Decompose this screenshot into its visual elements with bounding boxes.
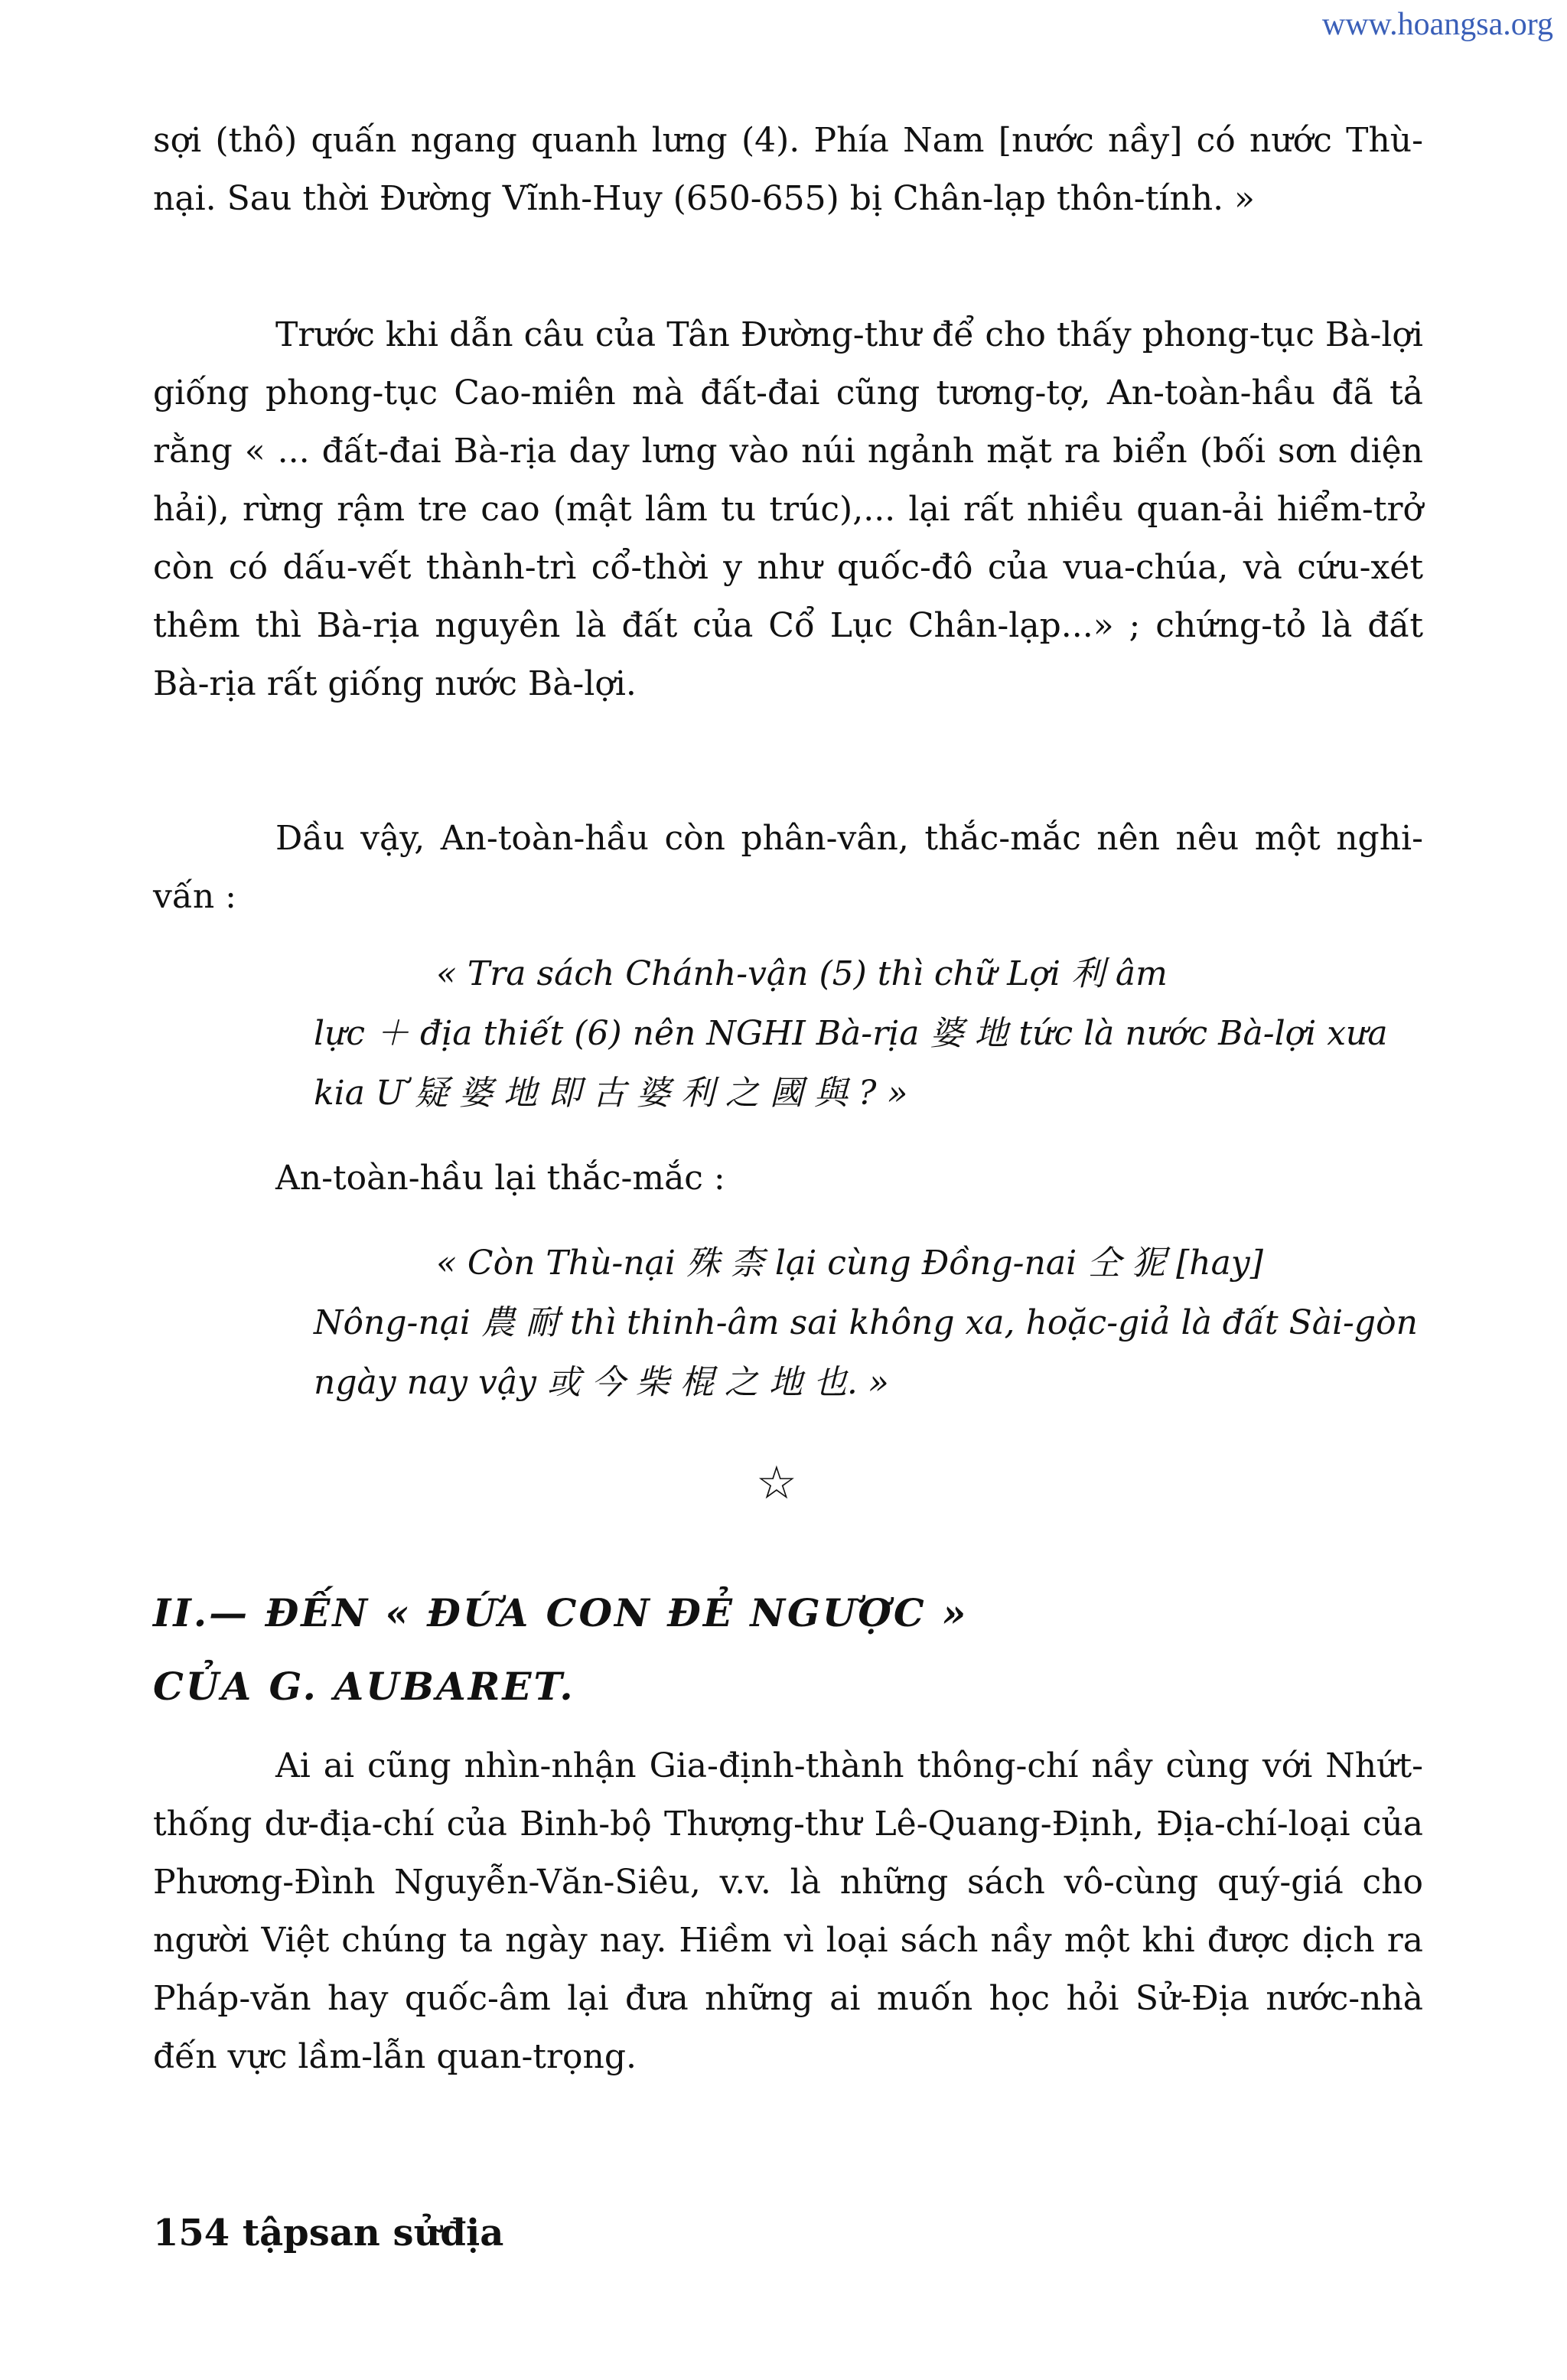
source-url[interactable]: www.hoangsa.org — [1321, 7, 1553, 42]
section-heading-line-1: II.— ĐẾN « ĐỨA CON ĐẺ NGƯỢC » — [153, 1590, 969, 1635]
paragraph-3: Dầu vậy, An-toàn-hầu còn phân-vân, thắc-mắc nên nêu một nghi-vấn : — [153, 819, 1423, 916]
paragraph-4: Ai ai cũng nhìn-nhận Gia-định-thành thông-chí nầy cùng với Nhứt-thống dư-địa-chí của Binh-bộ Thượng-thư Lê-Quang-Định, Địa-chí-loại của Phương-Đình Nguyễn-Văn-Siêu, v.v. là những sách vô-cùng quý-giá cho người Việt chúng ta ngày nay. Hiềm vì loại sách nầy một khi được dịch ra Pháp-văn hay quốc-âm lại đưa những ai muốn học hỏi Sử-Địa nước-nhà đến vực lầm-lẫn quan-trọng. — [153, 1746, 1423, 2076]
paragraph-2: Trước khi dẫn câu của Tân Đường-thư để cho thấy phong-tục Bà-lợi giống phong-tục Cao-miên mà đất-đai cũng tương-tợ, An-toàn-hầu đã tả rằng « ... đất-đai Bà-rịa day lưng vào núi ngảnh mặt ra biển (bối sơn diện hải), rừng rậm tre cao (mật lâm tu trúc),... lại rất nhiều quan-ải hiểm-trở còn có dấu-vết thành-trì cổ-thời y như quốc-đô của vua-chúa, và cứu-xét thêm thì Bà-rịa nguyên là đất của Cổ Lục Chân-lạp...» ; chứng-tỏ là đất Bà-rịa rất giống nước Bà-lợi. — [153, 315, 1423, 703]
quotation-2 — [314, 1234, 1423, 1413]
page-footer: 154 tậpsan sửđịa — [153, 2212, 504, 2254]
quotation-2-rest: Nông-nại 農 耐 thì thinh-âm sai không xa, hoặc-giả là đất Sài-gòn ngày nay vậy 或 今 柴 棍 之 地 也. » — [314, 1303, 1418, 1402]
section-heading-line-2: CỦA G. AUBARET. — [153, 1664, 575, 1709]
quotation-1 — [314, 944, 1423, 1123]
star-separator-icon: ☆ — [756, 1456, 797, 1510]
quotation-1-first-line: « Tra sách Chánh-vận (5) thì chữ Lợi 利 âm — [436, 954, 1168, 993]
quotation-1-rest: lực ＋ địa thiết (6) nên NGHI Bà-rịa 婆 地 tức là nước Bà-lợi xưa kia Ư 疑 婆 地 即 古 婆 利 之 國 與 ? » — [314, 1014, 1388, 1113]
lead-in-2: An-toàn-hầu lại thắc-mắc : — [275, 1159, 725, 1198]
quotation-2-first-line: « Còn Thù-nại 殊 柰 lại cùng Đồng-nai 仝 狔 [hay] — [436, 1244, 1263, 1283]
section-heading — [153, 1576, 968, 1723]
paragraph-1: sợi (thô) quấn ngang quanh lưng (4). Phía Nam [nước nầy] có nước Thù-nại. Sau thời Đường Vĩnh-Huy (650-655) bị Chân-lạp thôn-tính. » — [153, 121, 1423, 218]
